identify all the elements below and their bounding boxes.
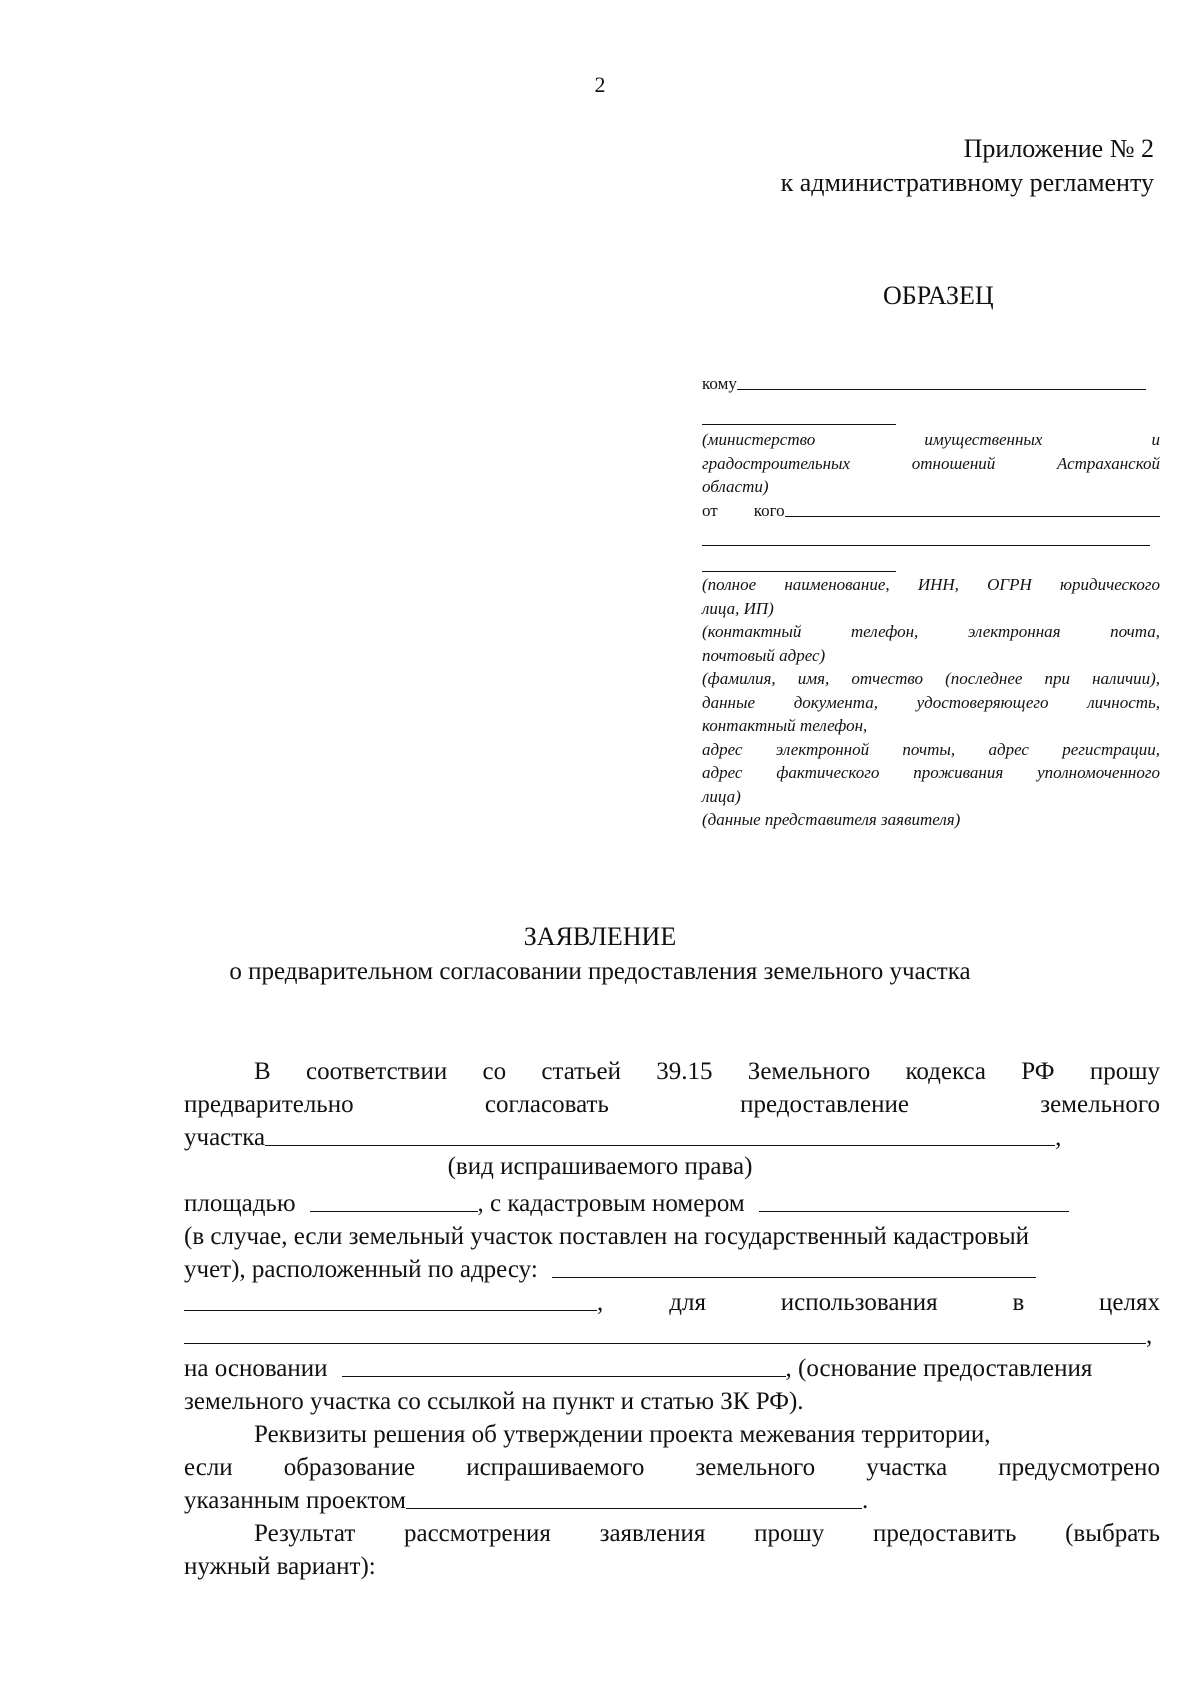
word: земельного <box>695 1454 816 1481</box>
comma: , <box>1146 1322 1153 1349</box>
basis-blank <box>342 1376 786 1377</box>
right-type-blank <box>265 1145 1055 1146</box>
from-note-line: (данные представителя заявителя) <box>702 810 961 829</box>
to-note-line: области) <box>702 477 769 496</box>
area-label: площадью <box>184 1190 296 1217</box>
word: использования <box>780 1289 938 1316</box>
to-label: кому <box>702 374 737 393</box>
period: . <box>862 1487 869 1514</box>
from-note-line: почтовый адрес) <box>702 645 826 665</box>
body-line-16: нужный вариант): <box>184 1553 376 1580</box>
body-line-12: Реквизиты решения об утверждении проекта межевания территории, <box>254 1421 991 1448</box>
from-row <box>702 497 1160 521</box>
purpose-blank <box>184 1343 1146 1344</box>
word: со <box>482 1058 507 1085</box>
word: для <box>669 1289 706 1316</box>
appendix-header <box>781 132 1154 200</box>
to-note <box>702 428 1160 499</box>
from-label-2: кого <box>753 501 785 520</box>
body-line-2 <box>184 1086 1160 1119</box>
body-line-5 <box>184 1185 1160 1218</box>
page-number: 2 <box>594 72 606 97</box>
area-blank <box>310 1211 478 1212</box>
word: Результат <box>254 1520 356 1547</box>
address-label: учет), расположенный по адресу: <box>184 1256 538 1283</box>
body-line-15 <box>254 1515 1160 1548</box>
from-note-line: (полное наименование, ИНН, ОГРН юридического <box>702 575 1160 594</box>
from-note-line: адрес электронной почты, адрес регистрации, <box>702 739 1160 759</box>
address-blank <box>552 1277 1036 1278</box>
word: (выбрать <box>1065 1520 1160 1547</box>
document-title: ЗАЯВЛЕНИЕ <box>523 922 677 951</box>
word: РФ <box>1021 1058 1055 1085</box>
word: соответствии <box>305 1058 448 1085</box>
word: предоставление <box>740 1091 909 1118</box>
project-label: указанным проектом <box>184 1487 406 1514</box>
comma: , <box>1055 1124 1062 1151</box>
from-note-line: лица, ИП) <box>702 598 774 618</box>
basis-hint: , (основание предоставления <box>785 1355 1093 1382</box>
cadastral-label: , с кадастровым номером <box>477 1190 745 1217</box>
comma: , <box>597 1289 604 1316</box>
to-blank <box>737 389 1146 390</box>
appendix-line-2: к административному регламенту <box>780 168 1154 197</box>
word: статьей <box>541 1058 621 1085</box>
address-blank-2 <box>184 1310 597 1311</box>
word: согласовать <box>484 1091 609 1118</box>
word: прошу <box>754 1520 825 1547</box>
word: рассмотрения <box>403 1520 551 1547</box>
body-line-9 <box>184 1317 1160 1350</box>
from-note-line: (контактный телефон, электронная почта, <box>702 622 1160 641</box>
from-blank <box>785 516 1160 517</box>
word: предоставить <box>872 1520 1017 1547</box>
from-note-line: адрес фактического проживания уполномоченного <box>702 763 1160 782</box>
purpose-label <box>669 1289 1160 1317</box>
word: земельного <box>1040 1091 1160 1118</box>
body-line-6: (в случае, если земельный участок поставлен на государственный кадастровый <box>184 1223 1029 1250</box>
from-short-rule <box>702 571 896 572</box>
word: участка <box>866 1454 948 1481</box>
body-line-14 <box>184 1482 1160 1515</box>
to-row <box>702 370 1160 394</box>
from-blank-line-2 <box>702 545 1150 546</box>
to-note-line: градостроительных отношений Астраханской <box>702 453 1160 473</box>
word: Земельного <box>747 1058 871 1085</box>
body-line-8 <box>184 1284 1160 1317</box>
word: В <box>254 1058 271 1085</box>
word: кодекса <box>905 1058 987 1085</box>
to-short-rule <box>702 424 896 425</box>
body-line-3 <box>184 1119 1160 1152</box>
word: предварительно <box>184 1091 354 1118</box>
from-note <box>702 573 1160 832</box>
word: в <box>1012 1289 1025 1316</box>
cadastral-number-blank <box>759 1211 1069 1212</box>
from-note-line: данные документа, удостоверяющего личность, <box>702 692 1160 712</box>
right-type-hint: (вид испрашиваемого права) <box>447 1153 753 1180</box>
word: если <box>184 1454 233 1481</box>
plot-label: участка <box>184 1124 266 1151</box>
word: предусмотрено <box>998 1454 1160 1481</box>
sample-label: ОБРАЗЕЦ <box>883 281 994 310</box>
word: заявления <box>599 1520 706 1547</box>
project-blank <box>406 1508 862 1509</box>
from-note-line: лица) <box>702 786 741 806</box>
body-line-13 <box>184 1449 1160 1482</box>
word: 39.15 <box>656 1058 713 1085</box>
document-subtitle: о предварительном согласовании предоставления земельного участка <box>229 958 971 985</box>
from-label-1: от <box>702 501 718 520</box>
word: образование <box>283 1454 416 1481</box>
to-note-line: (министерство имущественных и <box>702 430 1160 449</box>
appendix-line-1: Приложение № 2 <box>963 134 1154 163</box>
basis-label: на основании <box>184 1355 328 1382</box>
body-line-1 <box>254 1053 1160 1086</box>
from-note-line: (фамилия, имя, отчество (последнее при наличии), <box>702 669 1160 688</box>
word: испрашиваемого <box>466 1454 645 1481</box>
body-line-7 <box>184 1251 1160 1284</box>
from-note-line: контактный телефон, <box>702 716 868 735</box>
word: прошу <box>1089 1058 1160 1085</box>
body-line-10 <box>184 1350 1160 1383</box>
word: целях <box>1099 1289 1160 1316</box>
body-line-11: земельного участка со ссылкой на пункт и статью ЗК РФ). <box>184 1388 804 1415</box>
